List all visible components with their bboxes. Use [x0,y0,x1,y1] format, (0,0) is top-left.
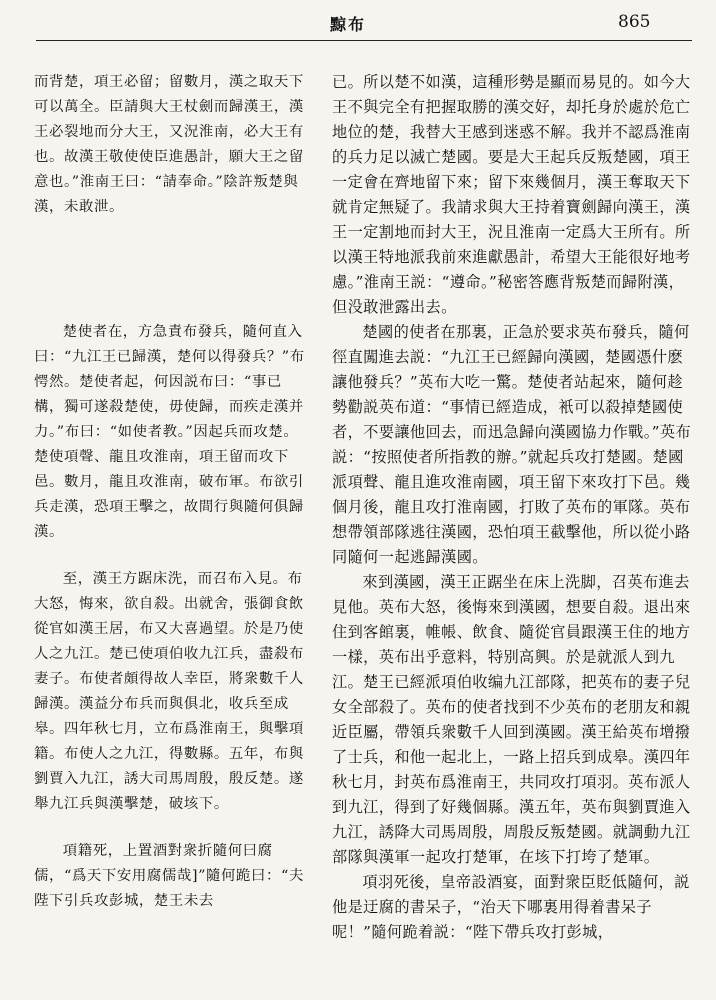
classical-paragraph-1: 而背楚，項王必留；留數月，漢之取天下可以萬全。臣請與大王杖劍而歸漢王，漢王必裂地而分大王，又況淮南，必大王有也。故漢王敬使使臣進愚計，願大王之留意也。”淮南王曰：“請奉命。”陰許叛楚與漢，未敢泄。 [34,74,304,215]
translation-paragraph-4: 項羽死後，皇帝設酒宴，面對衆臣貶低隨何，説他是迂腐的書呆子，“治天下哪裏用得着書呆子呢！”隨何跪着説：“陛下帶兵攻打彭城， [332,873,690,941]
classical-paragraph-3: 至，漢王方踞床洗，而召布入見。布大怒，悔來，欲自殺。出就舍，張御食飲從官如漢王居，布又大喜過望。於是乃使人之九江。楚已使項伯收九江兵，盡殺布妻子。布使者頗得故人幸臣，將衆數千人歸漢。漢益分布兵而與俱北，收兵至成皋。四年秋七月，立布爲淮南王，與擊項籍。布使人之九江，得數縣。五年，布與劉賈入九江，誘大司馬周殷，殷反楚。遂舉九江兵與漢擊楚，破垓下。 [34,571,304,812]
translation-paragraph-1: 已。所以楚不如漢，這種形勢是顯而易見的。如今大王不與完全有把握取勝的漢交好，却托身於處於危亡地位的楚，我替大王感到迷惑不解。我并不認爲淮南的兵力足以滅亡楚國。要是大王起兵反叛楚國，項王一定會在齊地留下來；留下來幾個月，漢王奪取天下就肯定無疑了。我請求與大王持着寶劍歸向漢王，漢王一定割地而封大王，況且淮南一定爲大王所有。所以漢王特地派我前來進獻愚計，希望大王能很好地考慮。”淮南王説：“遵命。”秘密答應背叛楚而歸附漢，但没敢泄露出去。 [332,73,691,316]
running-title: 黥布 [330,15,367,34]
classical-paragraph-2: 楚使者在，方急責布發兵，隨何直入曰：“九江王已歸漢，楚何以得發兵？”布愕然。楚使者起，何因説布曰：“事已構，獨可遂殺楚使，毋使歸，而疾走漢并力。”布曰：“如使者教。”因起兵而攻楚。楚使項聲、龍且攻淮南，項王留而攻下邑。數月，龍且攻淮南，破布軍。布欲引兵走漢，恐項王擊之，故間行與隨何俱歸漢。 [34,324,305,540]
page-header [0,0,716,40]
translation-paragraph-3: 來到漢國，漢王正踞坐在床上洗脚，召英布進去見他。英布大怒，後悔來到漢國，想要自殺。退出來住到客館裏，帷帳、飲食、隨從官員跟漢王住的地方一樣，英布出乎意料，特别高興。於是就派人到九江。楚王已經派項伯收编九江部隊，把英布的妻子兒女全部殺了。英布的使者找到不少英布的老朋友和親近臣屬，帶領兵衆數千人回到漢國。漢王給英布增撥了士兵，和他一起北上，一路上招兵到成皋。漢四年秋七月，封英布爲淮南王，共同攻打項羽。英布派人到九江，得到了好幾個縣。漢五年，英布與劉賈進入九江，誘降大司馬周殷，周殷反叛楚國。就調動九江部隊與漢軍一起攻打楚軍，在垓下打垮了楚軍。 [332,573,691,866]
header-rule [36,40,692,41]
translation-paragraph-2: 楚國的使者在那裏，正急於要求英布發兵，隨何徑直闖進去説：“九江王已經歸向漢國，楚國憑什麽讓他發兵？”英布大吃一驚。楚使者站起來，隨何趁勢勸説英布道：“事情已經造成，衹可以殺掉楚國使者，不要讓他回去，而迅急歸向漢國協力作戰。”英布説：“按照使者所指教的辦。”就起兵攻打楚國。楚國派項聲、龍且進攻淮南國，項王留下來攻打下邑。幾個月後，龍且攻打淮南國，打敗了英布的軍隊。英布想帶領部隊逃往漢國，恐怕項王截擊他，所以從小路同隨何一起逃歸漢國。 [332,323,692,566]
classical-paragraph-4: 項籍死，上置酒對衆折隨何曰腐儒，“爲天下安用腐儒哉]”隨何跪曰：“夫陛下引兵攻彭城，楚王未去 [34,843,304,909]
classical-text-column [34,70,306,914]
translation-text-column [332,70,698,945]
page-number: 865 [618,12,651,32]
